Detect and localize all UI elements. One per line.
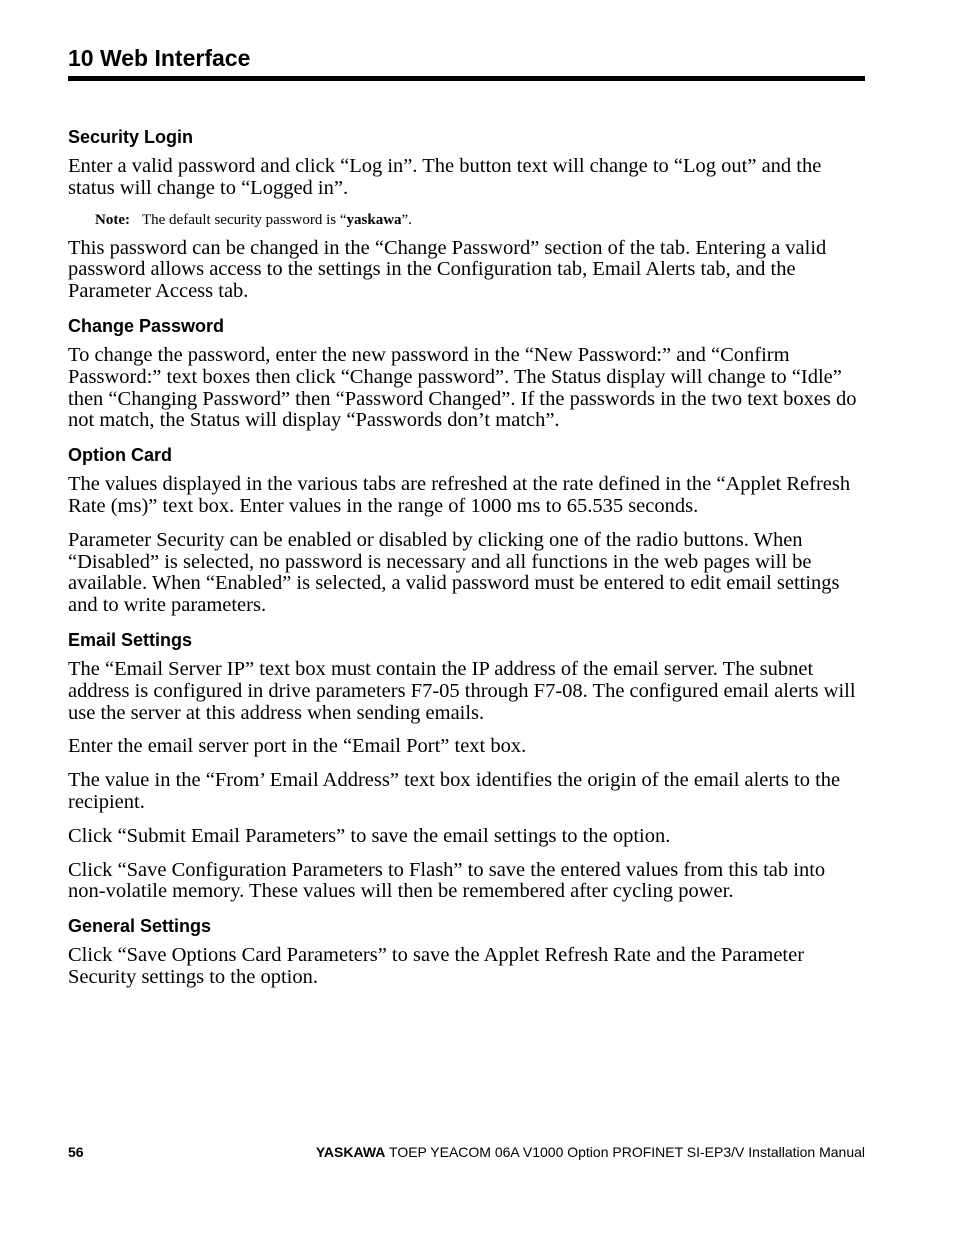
paragraph: The values displayed in the various tabs are refreshed at the rate defined in the “Applet Refresh Rate (ms)” text box. Enter values in the range of 1000 ms to 65.535 seconds.: [68, 473, 851, 517]
paragraph: This password can be changed in the “Change Password” section of the tab. Entering a valid password allows access to the settings in the Configuration tab, Email Alerts tab, and the Parameter Access tab.: [68, 236, 827, 303]
paragraph: To change the password, enter the new password in the “New Password:” and “Confirm Password:” text boxes then click “Change password”. The Status display will change to “Idle” then “Changing Password” then “Password Changed”. If the passwords in the two text boxes do not match, the Status will display “Passwords don’t match”.: [68, 343, 857, 432]
page-content: [68, 126, 865, 1001]
paragraph: Enter a valid password and click “Log in”. The button text will change to “Log out” and the status will change to “Logged in”.: [68, 155, 822, 199]
chapter-title: 10 Web Interface: [68, 45, 251, 71]
section-general-settings: [68, 915, 865, 989]
section-security-login: [68, 126, 865, 303]
paragraph: Click “Submit Email Parameters” to save the email settings to the option.: [68, 824, 671, 847]
manual-title-text: TOEP YEACOM 06A V1000 Option PROFINET SI-EP3/V Installation Manual: [385, 1144, 865, 1160]
section-email-settings: [68, 629, 865, 903]
section-heading: Option Card: [68, 445, 172, 466]
note: [95, 210, 865, 230]
paragraph: The value in the “From’ Email Address” text box identifies the origin of the email alerts to the recipient.: [68, 769, 841, 813]
section-heading: Email Settings: [68, 629, 193, 650]
section-option-card: [68, 444, 865, 617]
section-heading: Change Password: [68, 315, 225, 336]
manual-title: [316, 1143, 865, 1161]
header-rule: [68, 76, 865, 81]
paragraph: Click “Save Configuration Parameters to Flash” to save the entered values from this tab into non-volatile memory. These values will then be remembered after cycling power.: [68, 858, 826, 903]
section-change-password: [68, 315, 865, 432]
default-password: yaskawa: [346, 211, 402, 228]
note-text-after: ”.: [401, 211, 412, 228]
paragraph: Click “Save Options Card Parameters” to save the Applet Refresh Rate and the Parameter Security settings to the option.: [68, 944, 805, 988]
paragraph: Parameter Security can be enabled or disabled by clicking one of the radio buttons. When “Disabled” is selected, no password is necessary and all functions in the web pages will be available. When “Enabled” is selected, a valid password must be entered to edit email settings and to write parameters.: [68, 528, 840, 617]
page-number: 56: [68, 1144, 84, 1160]
note-text-before: The default security password is “: [141, 211, 347, 228]
paragraph: Enter the email server port in the “Email Port” text box.: [68, 735, 527, 758]
paragraph: The “Email Server IP” text box must contain the IP address of the email server. The subnet address is configured in drive parameters F7-05 through F7-08. The configured email alerts will use the server at this address when sending emails.: [68, 657, 856, 724]
section-heading: General Settings: [68, 916, 212, 937]
section-heading: Security Login: [68, 127, 194, 147]
brand-name: YASKAWA: [315, 1144, 386, 1160]
note-label: Note:: [95, 211, 130, 228]
